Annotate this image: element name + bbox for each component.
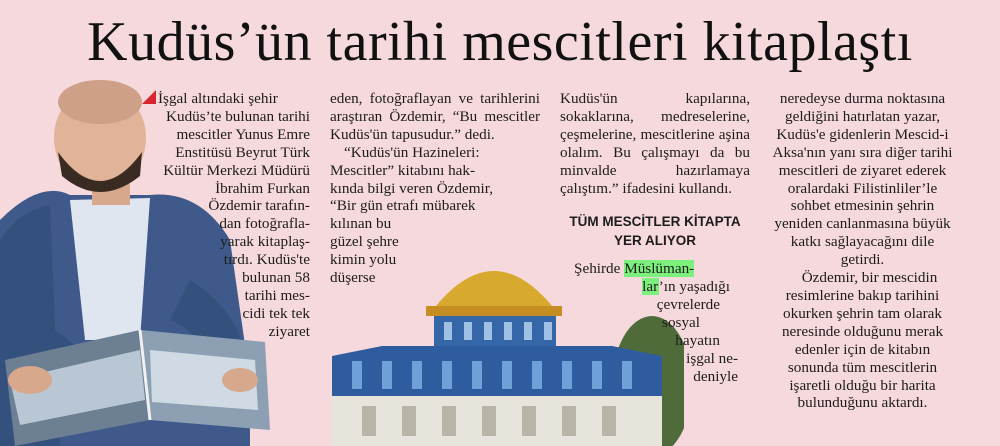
col2-line-7: kimin yolu [330,251,397,269]
col3-line-7: deniyle [693,367,738,385]
col2-paragraph-1: eden, fotoğraflayan ve tarihlerini araştıran Özdemir, “Bu mescitler Kudüs'ün tapusudur.” dedi. [330,90,540,143]
col2-line-8: düşerse [330,269,376,287]
section-subhead: TÜM MESCİTLER KİTAPTA YER ALIYOR [569,214,741,249]
col2-line-4: “Bir gün etrafı mübarek [330,197,476,215]
column-2 [330,90,540,287]
highlighted-word-1: Müslüman- [624,260,695,278]
col2-line-3: kında bilgi veren Özdemir, [330,179,494,197]
highlighted-word-2: lar [642,278,659,296]
col1-line-8: dan fotoğrafla- [219,215,310,233]
col1-line-2: Kudüs’te bulunan tarihi [166,107,310,125]
col3-line-6: işgal ne- [686,349,738,367]
col2-line-1: “Kudüs'ün Hazineleri: [344,143,480,161]
red-triangle-marker-icon [142,90,156,104]
col1-line-3: mescitler Yunus Emre [176,125,310,143]
col4-paragraph-1: neredeyse durma noktasına geldiğini hatırlatan yazar, Kudüs'e gidenlerin Mescid-i Aksa'nın yanı sıra diğer tarihi mescitleri de ziyaret ederek oralardaki Filistinliler’le sohbet etmesinin şehrin yeniden canlanmasına büyük katkı sağlayacağını dile getirdi. [772,90,953,269]
col3-paragraph-2-start [560,260,750,278]
col2-line-6: güzel şehre [330,233,399,251]
col3-line-2 [560,278,750,296]
col1-line-10: tırdı. Kudüs'te [223,251,310,269]
col3-text: Şehirde [574,260,625,278]
col1-line-6: İbrahim Furkan [215,179,310,197]
col1-line-1: İşgal altındaki şehir [142,90,310,108]
col1-line-5: Kültür Merkezi Müdürü [163,161,310,179]
col1-line-4: Enstitüsü Beyrut Türk [175,143,310,161]
col1-line-13: cidi tek tek [242,304,310,322]
col3-paragraph-1: Kudüs'ün kapılarına, sokaklarına, medreselerine, çeşmelerine, mescitlerine aşina olalım. Bu çalışmayı da bu minvalde hazırlamaya çalıştım.” ifadesini kullandı. [560,90,750,197]
col3-line-4: sosyal [662,314,700,332]
col1-line-12: tarihi mes- [244,286,310,304]
headline: Kudüs’ün tarihi mescitleri kitaplaştı [87,11,913,73]
col2-line-5: kılınan bu [330,215,392,233]
col3-line-3: çevrelerde [656,296,720,314]
col1-line-7: Özdemir tarafın- [208,197,310,215]
col4-paragraph-2: Özdemir, bir mescidin resimlerine bakıp tarihini okurken şehrin tam olarak neresinde olduğunu merak edenler için de kitabın sonunda tüm mescitlerin işaretli olduğu bir harita bulunduğunu aktardı. [781,269,944,412]
col1-line-14: ziyaret [268,322,310,340]
col3-text-2: ’ın yaşadığı [658,278,730,296]
column-3 [560,90,750,386]
col3-line-5: hayatın [675,332,720,350]
col1-line-9: yarak kitaplaş- [220,233,310,251]
col1-line-11: bulunan 58 [242,269,310,287]
col2-line-2: Mescitler” kitabını hak- [330,161,476,179]
column-4 [770,90,955,412]
column-1 [142,90,310,341]
